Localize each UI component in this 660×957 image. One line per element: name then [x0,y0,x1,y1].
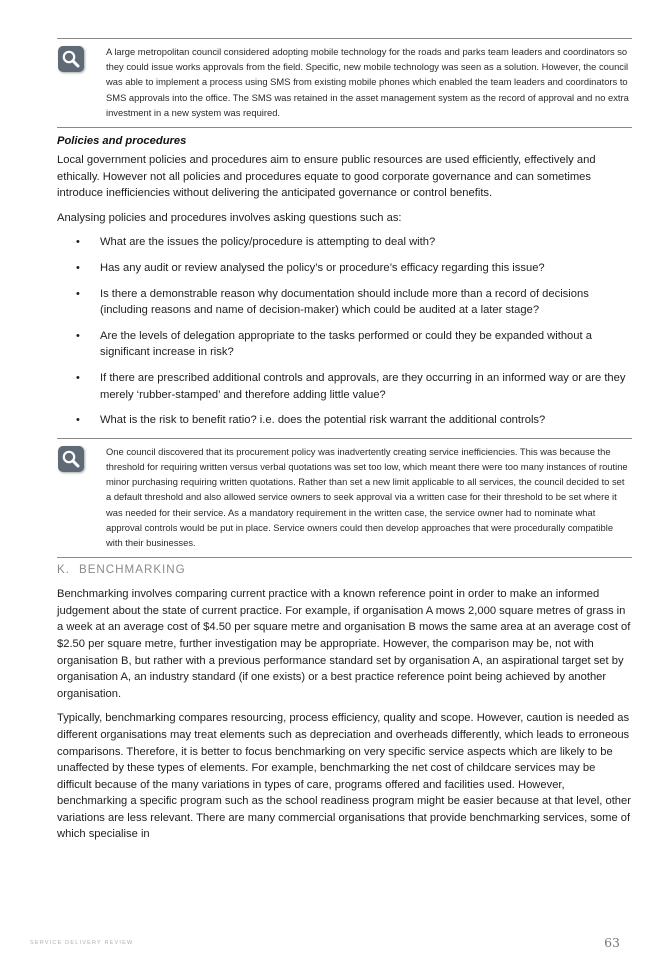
list-item [57,412,632,429]
policies-heading: Policies and procedures [57,135,187,148]
bullet-icon: • [76,236,80,249]
question-list [57,234,632,428]
page-number: 63 [604,935,620,950]
list-item-text: Has any audit or review analysed the policy’s or procedure’s efficacy regarding this issue? [100,261,545,274]
bullet-icon: • [76,329,80,342]
list-item [57,370,632,403]
section-number: K. [57,563,70,577]
bullet-icon: • [76,287,80,300]
list-item-text: Is there a demonstrable reason why documentation should include more than a record of decisions (including reasons and name of decision-maker) which could be audited at a later stage? [100,287,589,317]
list-item-text: What is the risk to benefit ratio? i.e. does the potential risk warrant the additional controls? [100,414,546,427]
magnifier-icon [58,446,84,472]
list-item [57,260,632,277]
magnifier-icon [58,46,84,72]
list-item [57,234,632,251]
policies-intro: Analysing policies and procedures involves asking questions such as: [57,211,402,224]
list-item [57,328,632,361]
bullet-icon: • [76,261,80,274]
page-content [57,38,632,851]
list-item-text: If there are prescribed additional controls and approvals, are they occurring in an informed way or are they merely ‘rubber-stamped’ and therefore adding little value? [100,371,626,401]
case-study-box [57,438,632,558]
benchmarking-paragraph: Benchmarking involves comparing current practice with a known reference point in order to make an informed judgement about the state of current practice. For example, if organisation A mows 2,000 square metres of grass in a week at an average cost of $4.50 per square metre and organisation B mows the same area at an average cost of $2.50 per square metre, further investigation may be appropriate. However, the comparison may be, not with organisation B, but rather with a previous performance standard set by organisation A, an aspirational target set by organisation A, an industry standard (if one exists) or a best practice reference point being achieved by another organisation. [57,588,631,700]
list-item [57,286,632,319]
case-study-box [57,38,632,128]
case-study-text: A large metropolitan council considered adopting mobile technology for the roads and parks team leaders and coordinators so they could issue works approvals from the field. Specific, new mobile technology was seen as a solution. However, the council was able to implement a process using SMS from existing mobile phones which enabled the team leaders and coordinators to SMS approvals into the office. The SMS was retained in the asset management system as the record of approval and no extra investment in a new system was required. [106,46,629,118]
case-study-text: One council discovered that its procurement policy was inadvertently creating service inefficiencies. This was because the threshold for requiring written versus verbal quotations was set too low, which meant there were too many instances of routine minor purchasing requiring written quotations. Rather than set a new limit applicable to all services, the council decided to set a default threshold and also allowed service owners to seek approval via a written case for their threshold to be set where it was needed for their service. As a mandatory requirement in the written case, the service owner had to nominate what approval controls would be put in place. Service owners could then develop approaches that were procedurally compatible with their businesses. [106,445,628,548]
benchmarking-paragraph: Typically, benchmarking compares resourcing, process efficiency, quality and scope. However, caution is needed as different organisations may treat elements such as depreciation and overheads differently, which leads to erroneous comparisons. Therefore, it is better to focus benchmarking on very specific service aspects which are likely to be unaffected by these types of elements. For example, benchmarking the net cost of childcare services may be difficult because of the many variations in types of care, programs offered and facilities used. However, benchmarking a specific program such as the school readiness program might be easier because at that level, other variations are less relevant. There are many commercial organisations that provide benchmarking services, some of which specialise in [57,712,631,841]
footer-title: SERVICE DELIVERY REVIEW [30,940,134,946]
section-heading [57,563,632,576]
policies-paragraph: Local government policies and procedures aim to ensure public resources are used efficiently, effectively and ethically. However not all policies and procedures equate to good corporate governance and can sometimes introduce inefficiencies without delivering the anticipated governance or control benefits. [57,154,596,200]
bullet-icon: • [76,414,80,427]
bullet-icon: • [76,371,80,384]
list-item-text: Are the levels of delegation appropriate to the tasks performed or could they be expanded without a significant increase in risk? [100,329,592,359]
list-item-text: What are the issues the policy/procedure is attempting to deal with? [100,236,436,249]
section-title: BENCHMARKING [78,563,186,577]
